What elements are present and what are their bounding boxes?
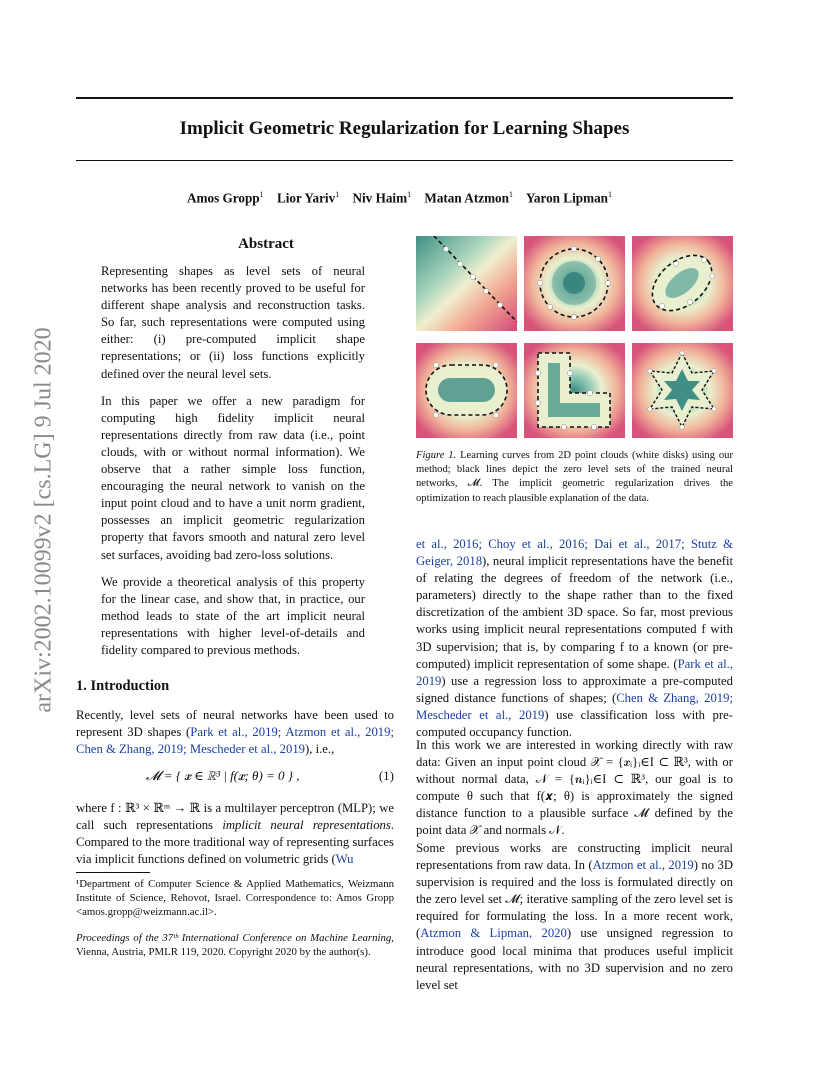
body-text: ) use unsigned regression to introduce good local minima that produces useful implicit neural representations, with no 3D supervision and no zero level set: [416, 926, 733, 992]
body-text: Recently, level sets of neural networks have been used to represent 3D shapes (: [76, 708, 394, 740]
equation-body: 𝓜 = { 𝒙 ∈ ℝ³ | f(𝒙; θ) = 0 } ,: [146, 768, 300, 783]
affiliation-mark: 1: [509, 190, 513, 199]
affiliation-mark: 1: [608, 190, 613, 199]
equation-number: (1): [378, 768, 394, 783]
body-text: where f : ℝ³ × ℝᵐ → ℝ is a multilayer perceptron (MLP); we call such representations: [76, 801, 394, 833]
paper-title: Implicit Geometric Regularization for Learning Shapes: [179, 118, 630, 139]
proceedings-details: , Vienna, Austria, PMLR 119, 2020. Copyright 2020 by the author(s).: [76, 932, 394, 958]
proceedings-venue: Proceedings of the 37ᵗʰ International Conference on Machine Learning: [76, 932, 392, 944]
caption-text: Learning curves from 2D point clouds (white disks) using our method; black lines depict the zero level sets of the trained neural networks, 𝓜. The implicit geometric regularization drives the optimization to reach plausible explanation of the data.: [416, 450, 733, 504]
citation-link[interactable]: et al., 2016; Choy et al., 2016; Dai et al., 2017; Stutz & Geiger, 2018: [416, 537, 733, 569]
citation-link[interactable]: Wu: [335, 852, 354, 867]
citation-link[interactable]: Atzmon & Lipman, 2020: [420, 926, 567, 941]
intro-paragraph-1: [76, 707, 394, 758]
caption-label: Figure 1.: [416, 450, 457, 461]
abstract-heading: Abstract: [238, 236, 294, 252]
abstract-paragraph: We provide a theoretical analysis of this property for the linear case, and show that, in practice, our method leads to state of the art implicit neural representations with higher level-of-details and fidelity compared to previous methods.: [101, 574, 365, 657]
figure-caption: [416, 449, 733, 506]
title-rule: [76, 160, 733, 161]
author-name: Lior Yariv: [276, 190, 336, 206]
author-name: Matan Atzmon: [424, 190, 509, 206]
citation-link[interactable]: Park et al., 2019; Atzmon et al., 2019; Chen & Zhang, 2019; Mescheder et al., 2019: [76, 725, 394, 757]
right-paragraph-1: [416, 536, 733, 741]
abstract-paragraph: In this paper we offer a new paradigm for computing high fidelity implicit neural representations directly from raw data (i.e., point clouds, with or without normal information). We observe that a rather simple loss function, encouraging the neural network to vanish on the input point cloud and to have a unit norm gradient, possesses an implicit geometric regularization property that favors smooth and natural zero level set surfaces, avoiding bad zero-loss solutions.: [101, 393, 365, 562]
body-text: ), neural implicit representations have the benefit of relating the degrees of freedom of the network (i.e., parameters) directly to the shape rather than to the fixed discretization of the ambient 3D space. So far, most previous works using implicit neural representations computed f with 3D supervision; that is, by comparing f to a known (or pre-computed) implicit representation of some shape. (: [416, 554, 733, 671]
citation-link[interactable]: Chen & Zhang, 2019; Mescheder et al., 2019: [416, 690, 733, 722]
abstract-paragraph: Representing shapes as level sets of neural networks has been recently proved to be useful for different shape analysis and reconstruction tasks. So far, such representations were computed using either: (i) pre-computed implicit shape representations; or (ii) loss functions explicitly defined over the neural level sets.: [101, 264, 365, 381]
footnote-rule: [76, 872, 150, 873]
author-name: Amos Gropp: [186, 190, 260, 206]
intro-paragraph-2: [76, 800, 394, 868]
section-heading: 1. Introduction: [76, 678, 170, 694]
right-paragraph-2: In this work we are interested in working directly with raw data: Given an input point cloud 𝒳 = {𝒙ᵢ}ᵢ∈I ⊂ ℝ³, with or without normal data, 𝒩 = {𝒏ᵢ}ᵢ∈I ⊂ ℝ³, our goal is to compute θ such that f(𝒙; θ) is approximately the signed distance function to a plausible surface 𝓜 defined by the point data 𝒳 and normals 𝒩.: [416, 738, 733, 838]
body-text: ) no 3D supervision is required and the loss is formulated directly on the zero level set 𝓜; iterative sampling of the zero level set is required for formulating the loss. In a more recent work, (: [416, 858, 733, 941]
panel-snowflake: [632, 343, 733, 438]
panel-capsule: [416, 343, 517, 438]
body-text: ) use a regression loss to approximate a pre-computed signed distance functions of shapes; (: [416, 673, 733, 705]
affiliation-mark: 1: [407, 190, 412, 199]
author-name: Yaron Lipman: [525, 190, 609, 206]
affiliation-mark: 1: [259, 190, 264, 199]
body-text: Some previous works are constructing implicit neural representations from raw data. In (: [416, 841, 733, 873]
abstract-body: [101, 263, 365, 669]
top-rule: [76, 97, 733, 99]
citation-link[interactable]: Park et al., 2019: [416, 656, 733, 688]
citation-link[interactable]: Atzmon et al., 2019: [592, 858, 694, 873]
figure-1-image: [416, 236, 733, 438]
author-name: Niv Haim: [352, 190, 408, 206]
right-paragraph-3: [416, 840, 733, 994]
body-text: ), i.e.,: [305, 742, 335, 757]
panel-blob: [632, 236, 733, 331]
panel-circle: [524, 236, 625, 331]
arxiv-stamp: arXiv:2002.10099v2 [cs.LG] 9 Jul 2020: [30, 327, 57, 713]
affiliation-mark: 1: [335, 190, 340, 199]
affiliation-footnote: ¹Department of Computer Science & Applied Mathematics, Weizmann Institute of Science, Rehovot, Israel. Correspondence to: Amos Gropp <amos.gropp@weizmann.ac.il>.: [76, 878, 394, 918]
body-text: ) use classification loss with pre-computed occupancy function.: [416, 707, 733, 740]
panel-line: [416, 236, 517, 331]
body-text: . Compared to the more traditional way of representing surfaces via implicit functions defined on volumetric grids (: [76, 818, 394, 867]
author-list: [76, 190, 733, 206]
proceedings-footnote: [76, 931, 394, 959]
panel-l-shape: [524, 343, 625, 438]
emphasis-text: implicit neural representations: [222, 818, 391, 833]
